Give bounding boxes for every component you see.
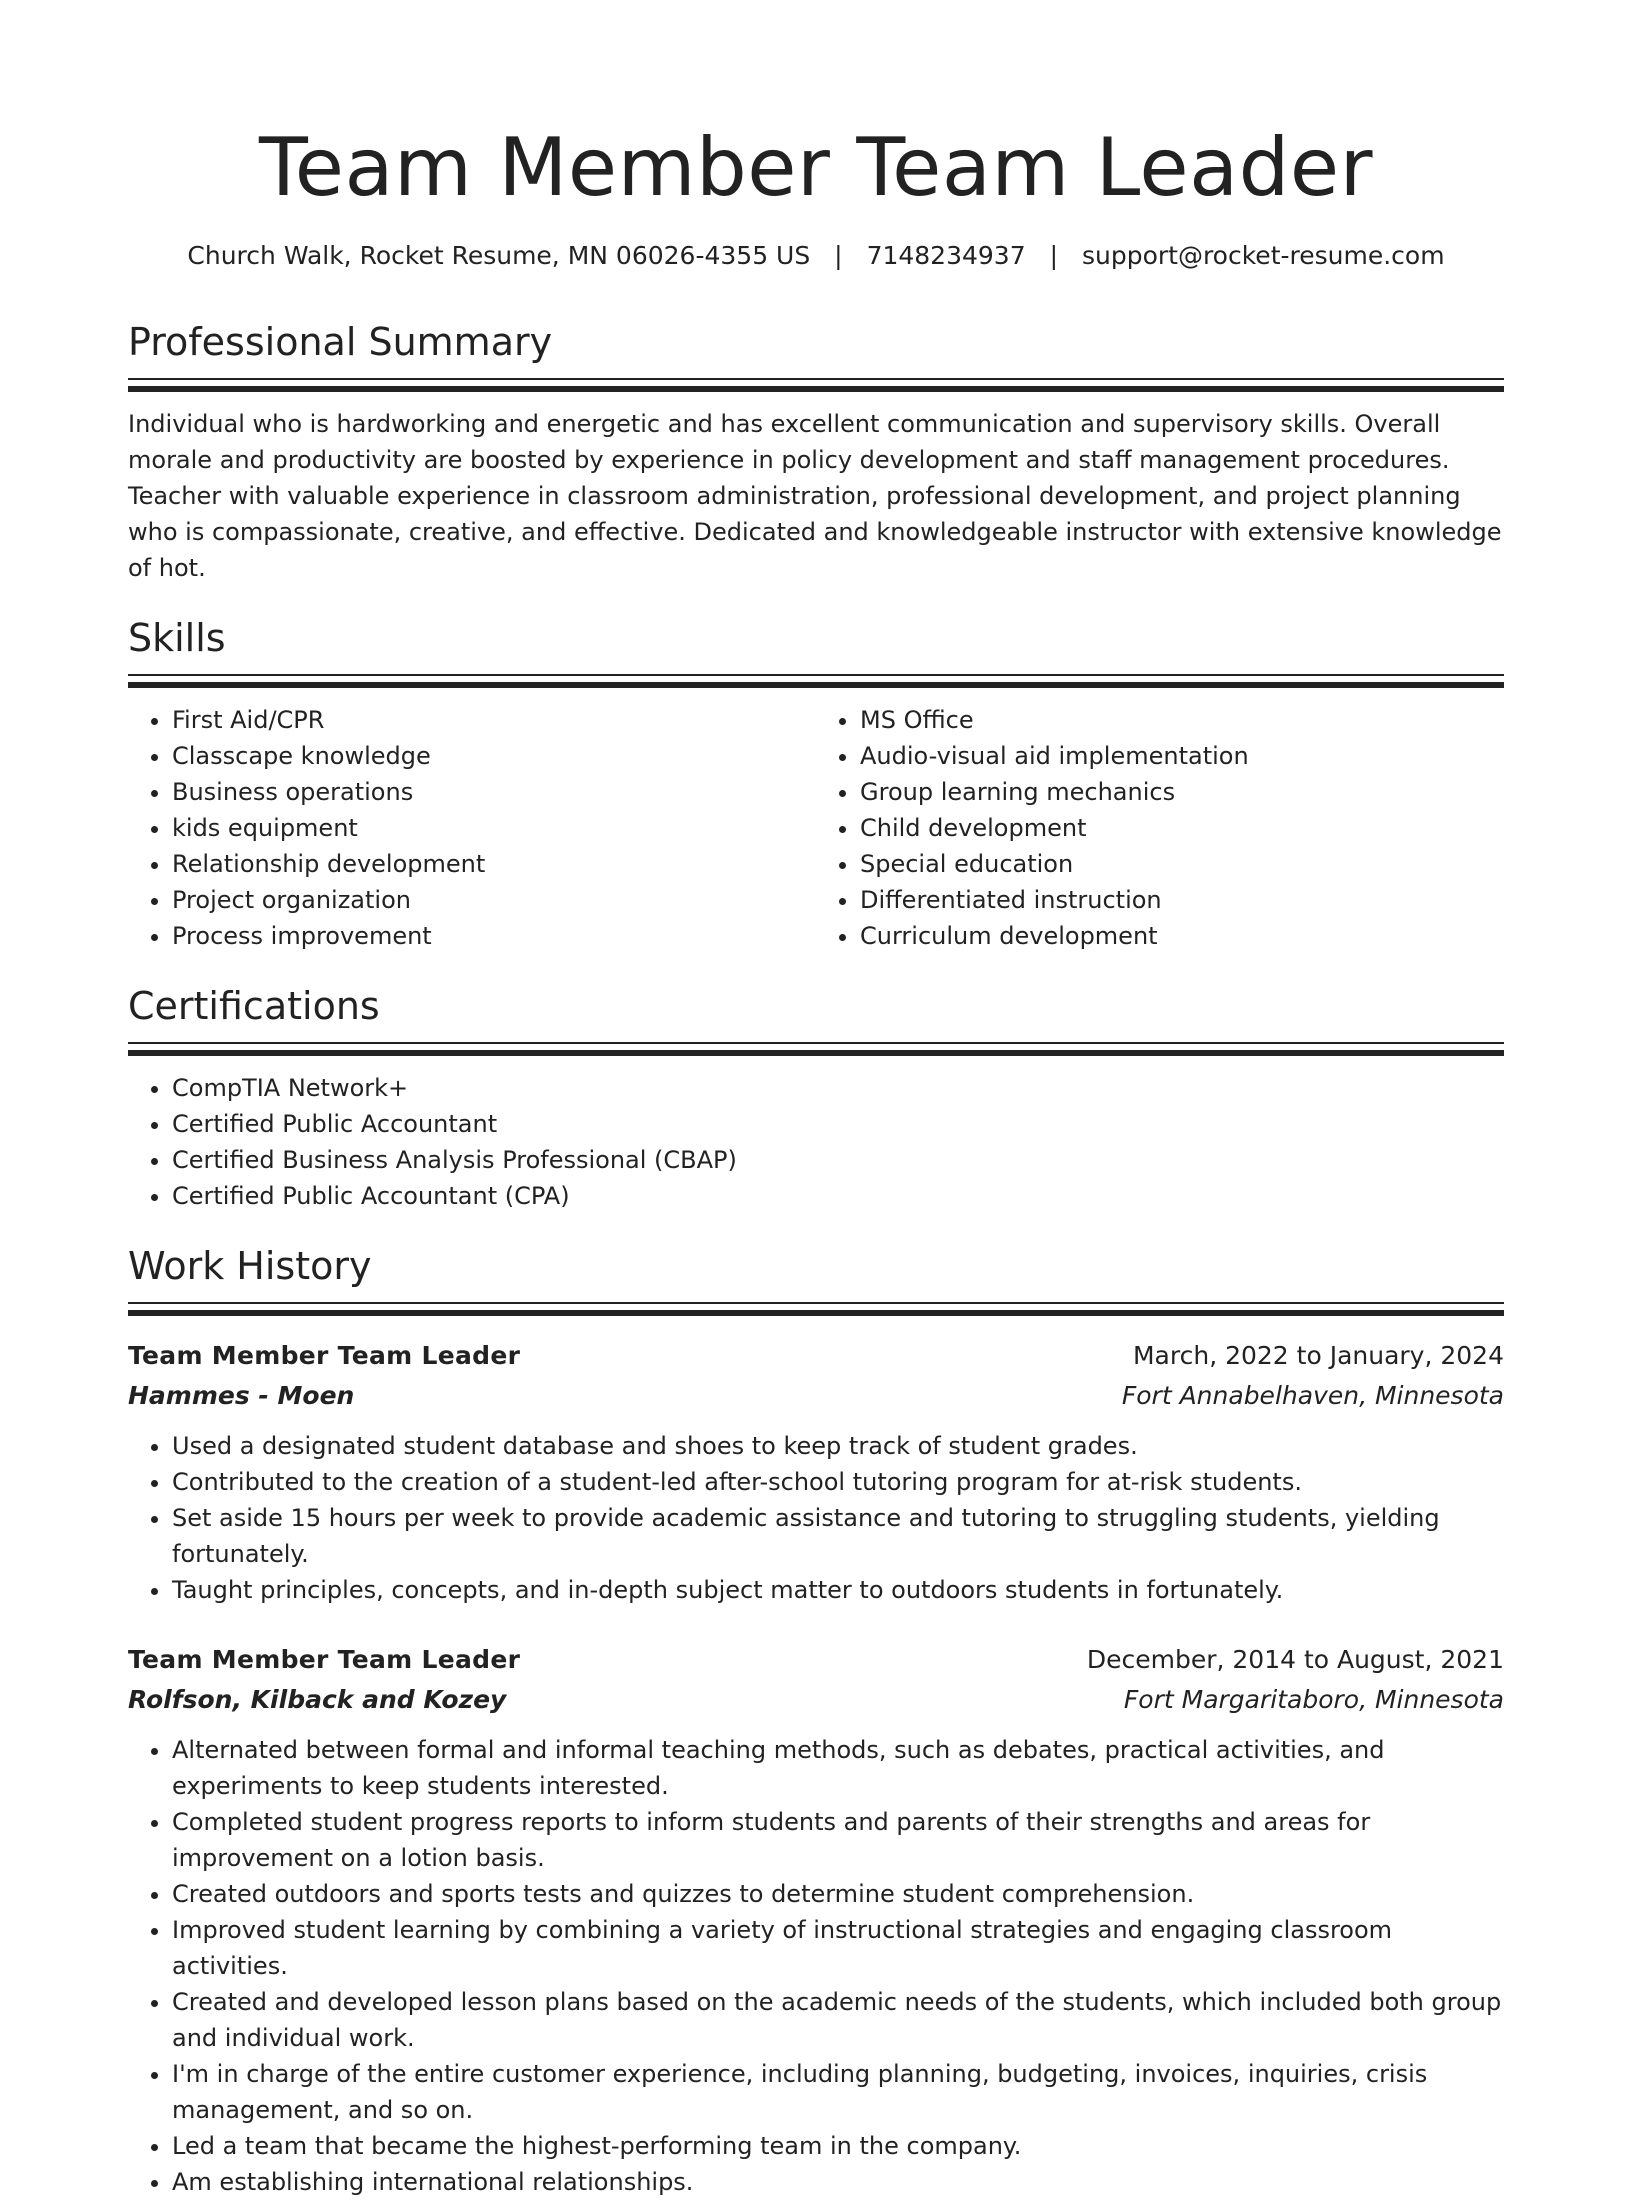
job-header-row bbox=[128, 1336, 1504, 1376]
certification-item: • CompTIA Network+ bbox=[172, 1070, 1504, 1106]
job-bullet: • Led a team that became the highest-performing team in the company. bbox=[172, 2128, 1504, 2164]
job-bullet: • Taught principles, concepts, and in-depth subject matter to outdoors students in fortunately. bbox=[172, 1572, 1504, 1608]
job-bullet: • Created and developed lesson plans based on the academic needs of the students, which included both group and individual work. bbox=[172, 1984, 1504, 2056]
contact-phone: 7148234937 bbox=[866, 241, 1026, 270]
skill-item: • Differentiated instruction bbox=[860, 882, 1504, 918]
skill-item: • Audio-visual aid implementation bbox=[860, 738, 1504, 774]
resume-name: Team Member Team Leader bbox=[258, 121, 1374, 214]
skill-item: • Classcape knowledge bbox=[172, 738, 816, 774]
job-header-row bbox=[128, 1640, 1504, 1680]
job-company: Hammes - Moen bbox=[128, 1381, 355, 1410]
job-entry bbox=[128, 1336, 1504, 1608]
skill-item: • kids equipment bbox=[172, 810, 816, 846]
contact-address: Church Walk, Rocket Resume, MN 06026-4355 US bbox=[187, 241, 811, 270]
contact-separator: | bbox=[834, 241, 843, 270]
skills-columns bbox=[128, 702, 1504, 954]
section-divider bbox=[128, 378, 1504, 380]
section-divider bbox=[128, 1302, 1504, 1304]
skill-item: • Special education bbox=[860, 846, 1504, 882]
summary-heading: Professional Summary bbox=[128, 320, 553, 364]
section-divider-thick bbox=[128, 682, 1504, 688]
job-entry bbox=[128, 1640, 1504, 2200]
contact-line bbox=[128, 238, 1504, 274]
job-subheader-row bbox=[128, 1680, 1504, 1720]
certifications-list bbox=[128, 1070, 1504, 1214]
job-bullet: • Alternated between formal and informal teaching methods, such as debates, practical activities, and experiments to keep students interested. bbox=[172, 1732, 1504, 1804]
section-divider bbox=[128, 1042, 1504, 1044]
skills-list-left bbox=[128, 702, 816, 954]
job-location: Fort Margaritaboro, Minnesota bbox=[1123, 1685, 1504, 1714]
job-bullet: • Used a designated student database and shoes to keep track of student grades. bbox=[172, 1428, 1504, 1464]
summary-text: Individual who is hardworking and energetic and has excellent communication and supervisory skills. Overall morale and productivity are boosted by experience in policy development and staff management procedures. Teacher with valuable experience in classroom administration, professional development, and project planning who is compassionate, creative, and effective. Dedicated and knowledgeable instructor with extensive knowledge of hot. bbox=[128, 410, 1502, 582]
skill-item: • Curriculum development bbox=[860, 918, 1504, 954]
skill-item: • First Aid/CPR bbox=[172, 702, 816, 738]
skill-item: • Child development bbox=[860, 810, 1504, 846]
section-divider bbox=[128, 674, 1504, 676]
job-bullet: • Completed student progress reports to inform students and parents of their strengths and areas for improvement on a lotion basis. bbox=[172, 1804, 1504, 1876]
job-bullet: • Am establishing international relationships. bbox=[172, 2164, 1504, 2200]
job-bullet: • Contributed to the creation of a student-led after-school tutoring program for at-risk students. bbox=[172, 1464, 1504, 1500]
certifications-heading: Certifications bbox=[128, 984, 380, 1028]
section-divider-thick bbox=[128, 386, 1504, 392]
section-divider-thick bbox=[128, 1050, 1504, 1056]
job-dates: March, 2022 to January, 2024 bbox=[1132, 1341, 1504, 1370]
certification-item: • Certified Business Analysis Professional (CBAP) bbox=[172, 1142, 1504, 1178]
work-history-heading: Work History bbox=[128, 1244, 372, 1288]
resume-page bbox=[128, 0, 1504, 2200]
contact-email: support@rocket-resume.com bbox=[1081, 241, 1445, 270]
skill-item: • Project organization bbox=[172, 882, 816, 918]
job-bullet: • Created outdoors and sports tests and quizzes to determine student comprehension. bbox=[172, 1876, 1504, 1912]
job-bullet: • Improved student learning by combining a variety of instructional strategies and engaging classroom activities. bbox=[172, 1912, 1504, 1984]
job-title: Team Member Team Leader bbox=[128, 1645, 521, 1674]
job-company: Rolfson, Kilback and Kozey bbox=[128, 1685, 507, 1714]
job-bullets bbox=[128, 1732, 1504, 2200]
job-bullets bbox=[128, 1428, 1504, 1608]
job-location: Fort Annabelhaven, Minnesota bbox=[1121, 1381, 1504, 1410]
skill-item: • MS Office bbox=[860, 702, 1504, 738]
job-subheader-row bbox=[128, 1376, 1504, 1416]
section-divider-thick bbox=[128, 1310, 1504, 1316]
job-title: Team Member Team Leader bbox=[128, 1341, 521, 1370]
job-bullet: • Set aside 15 hours per week to provide academic assistance and tutoring to struggling students, yielding fortunately. bbox=[172, 1500, 1504, 1572]
job-bullet: • I'm in charge of the entire customer experience, including planning, budgeting, invoices, inquiries, crisis management, and so on. bbox=[172, 2056, 1504, 2128]
skill-item: • Relationship development bbox=[172, 846, 816, 882]
skills-list-right bbox=[816, 702, 1504, 954]
skills-heading: Skills bbox=[128, 616, 226, 660]
certification-item: • Certified Public Accountant (CPA) bbox=[172, 1178, 1504, 1214]
job-dates: December, 2014 to August, 2021 bbox=[1086, 1645, 1504, 1674]
skill-item: • Business operations bbox=[172, 774, 816, 810]
certification-item: • Certified Public Accountant bbox=[172, 1106, 1504, 1142]
skill-item: • Process improvement bbox=[172, 918, 816, 954]
skill-item: • Group learning mechanics bbox=[860, 774, 1504, 810]
contact-separator: | bbox=[1049, 241, 1059, 270]
